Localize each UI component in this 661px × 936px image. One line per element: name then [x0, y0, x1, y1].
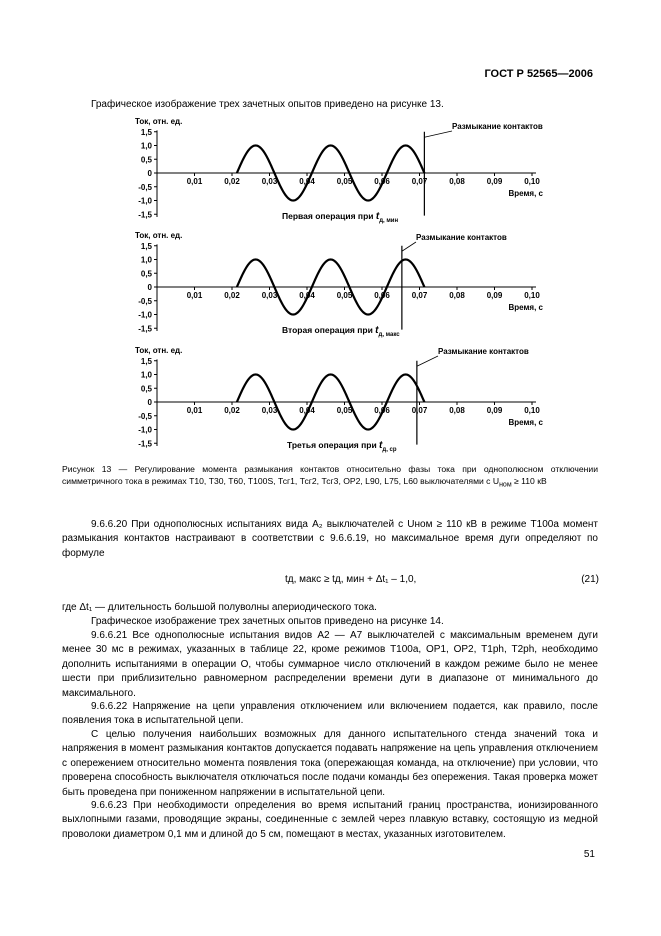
figure-caption: Рисунок 13 — Регулирование момента размыкания контактов относительно фазы тока при однополюсном отключении симметричного тока в режимах Т10, Т30, Т60, Т100S, Тсг1, Тсг2, Тсг3, ОР2, L90, L75, L60 выключателями с $U_{ном} \ge 110$ кВ	[62, 464, 598, 489]
x-tick-label: 0,06	[374, 177, 390, 186]
paragraph-9-6-6-23: 9.6.6.23 При необходимости определения во время испытаний границ пространства, ионизированного выхлопными газами, проводящие экраны, соединенные с землей через плавкую вставку, состоящую из медной проволоки диаметром 0,1 мм и длиной до 5 см, помещают в местах, указанных изготовителем.	[62, 800, 598, 840]
paragraph-9-6-6-22: 9.6.6.22 Напряжение на цепи управления отключением или включением подается, как правило, после появления тока в испытательной цепи.	[62, 701, 598, 727]
x-tick-label: 0,09	[486, 291, 503, 300]
formula: tд, макс ≥ tд, мин + Δt₁ – 1,0,	[285, 574, 417, 585]
y-tick-label: 0	[147, 283, 152, 292]
x-tick-label: 0,01	[186, 406, 203, 415]
x-tick-label: 0,05	[336, 177, 353, 186]
x-tick-label: 0,10	[524, 177, 540, 186]
x-tick-label: 0,06	[374, 291, 390, 300]
y-tick-label: 0	[147, 398, 152, 407]
x-tick-label: 0,03	[261, 177, 278, 186]
x-tick-label: 0,02	[224, 291, 240, 300]
x-tick-label: 0,07	[411, 291, 428, 300]
x-tick-label: 0,04	[299, 291, 315, 300]
x-tick-label: 0,01	[186, 177, 203, 186]
y-tick-label: -1,5	[138, 439, 152, 449]
x-tick-label: 0,09	[486, 177, 503, 186]
chart-third-operation	[0, 343, 661, 458]
y-tick-label: -1,0	[138, 196, 152, 206]
y-axis-label: Ток, отн. ед.	[135, 346, 183, 355]
x-tick-label: 0,05	[336, 291, 353, 300]
x-tick-label: 0,04	[299, 177, 315, 186]
x-tick-label: 0,01	[186, 291, 203, 300]
x-tick-label: 0,10	[524, 406, 540, 415]
chart-first-operation	[0, 114, 661, 229]
paragraph-where: где Δt₁ — длительность большой полуволны апериодического тока.	[62, 602, 377, 613]
intro-text: Графическое изображение трех зачетных опытов приведено на рисунке 13.	[91, 99, 444, 110]
y-tick-label: -1,0	[138, 425, 152, 435]
chart-caption: Вторая операция при $t_{д, макс}$	[282, 325, 400, 338]
paragraph-9-6-6-21: 9.6.6.21 Все однополюсные испытания видов А2 — А7 выключателей с максимальным временем дуги менее 30 мс в режимах, указанных в таблице 22, кроме режимов Т100а, ОР1, ОР2, Т1ph, Т2ph, необходимо дополнить испытаниями в операции О, чтобы суммарное число отключений в каждом режиме было не менее шести при приблизительно равномерном распределении времени дуги в диапазоне от минимального до максимального.	[62, 630, 598, 699]
annotation-label: Размыкание контактов	[452, 122, 543, 131]
x-tick-label: 0,10	[524, 291, 540, 300]
page-number: 51	[583, 849, 595, 860]
document-id: ГОСТ Р 52565—2006	[484, 68, 593, 80]
y-tick-label: 1,0	[140, 255, 152, 265]
y-tick-label: -0,5	[138, 411, 152, 421]
y-tick-label: 0,5	[140, 155, 152, 165]
y-tick-label: -1,0	[138, 310, 152, 320]
x-axis-label: Время, с	[508, 303, 543, 312]
x-axis-label: Время, с	[508, 418, 543, 427]
paragraph-9-6-6-20: 9.6.6.20 При однополюсных испытаниях вида А₂ выключателей с Uном ≥ 110 кВ в режиме Т100а момент размыкания контактов настраивают в соответствии с 9.6.6.19, но максимальное время дуги определяют по формуле	[62, 519, 598, 559]
y-tick-label: 1,5	[140, 127, 152, 137]
y-axis-label: Ток, отн. ед.	[135, 231, 183, 240]
paragraph-control-voltage: С целью получения наибольших возможных для данного испытательного стенда значений тока и напряжения в момент размыкания контактов допускается подавать напряжение на цепь управления отключением с опережением относительно момента появления тока (опережающая команда, на отключение) при условии, что проверена способность выключателя отключаться после подачи команды без опережения. Такая проверка может быть проведена при пониженном напряжении в испытательной цепи.	[62, 729, 598, 798]
chart-caption: Третья операция при $t_{д, ср}$	[287, 440, 397, 453]
x-tick-label: 0,08	[449, 291, 465, 300]
chart-second-operation	[0, 228, 661, 343]
annotation-leader	[402, 242, 416, 251]
x-tick-label: 0,04	[299, 406, 315, 415]
formula-number: (21)	[581, 574, 599, 585]
y-tick-label: -0,5	[138, 182, 152, 192]
x-axis-label: Время, с	[508, 189, 543, 198]
annotation-label: Размыкание контактов	[416, 233, 507, 242]
x-tick-label: 0,08	[449, 406, 465, 415]
y-tick-label: -1,5	[138, 210, 152, 220]
annotation-leader	[424, 131, 452, 137]
y-tick-label: 0	[147, 169, 152, 178]
x-tick-label: 0,08	[449, 177, 465, 186]
annotation-leader	[417, 356, 438, 366]
y-tick-label: -0,5	[138, 296, 152, 306]
x-tick-label: 0,03	[261, 406, 278, 415]
x-tick-label: 0,05	[336, 406, 353, 415]
y-tick-label: 0,5	[140, 269, 152, 279]
x-tick-label: 0,07	[411, 406, 428, 415]
y-tick-label: 1,0	[140, 141, 152, 151]
x-tick-label: 0,02	[224, 406, 240, 415]
y-tick-label: 0,5	[140, 384, 152, 394]
y-tick-label: 1,0	[140, 370, 152, 380]
chart-caption: Первая операция при $t_{д, мин}$	[282, 211, 399, 224]
x-tick-label: 0,03	[261, 291, 278, 300]
x-tick-label: 0,02	[224, 177, 240, 186]
x-tick-label: 0,09	[486, 406, 503, 415]
x-tick-label: 0,07	[411, 177, 428, 186]
paragraph-fig14: Графическое изображение трех зачетных опытов приведено на рисунке 14.	[91, 616, 444, 627]
x-tick-label: 0,06	[374, 406, 390, 415]
y-tick-label: -1,5	[138, 324, 152, 334]
y-tick-label: 1,5	[140, 241, 152, 251]
annotation-label: Размыкание контактов	[438, 347, 529, 356]
y-axis-label: Ток, отн. ед.	[135, 117, 183, 126]
y-tick-label: 1,5	[140, 356, 152, 366]
